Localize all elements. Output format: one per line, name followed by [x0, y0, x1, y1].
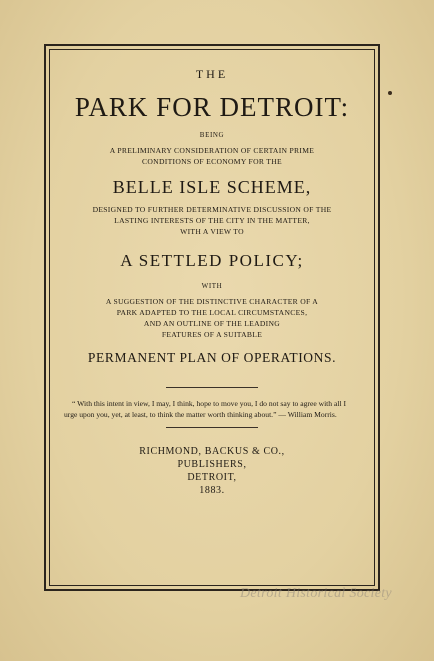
suggestion-line: AND AN OUTLINE OF THE LEADING: [143, 319, 281, 328]
designed-line: DESIGNED TO FURTHER DETERMINATIVE DISCUSSION OF THE: [92, 205, 332, 214]
suggestion-line: PARK ADAPTED TO THE LOCAL CIRCUMSTANCES,: [116, 308, 308, 317]
designed-block: [52, 204, 372, 237]
main-title: PARK FOR DETROIT:: [74, 92, 350, 122]
divider-rule: [166, 427, 258, 428]
publisher-block: [52, 445, 372, 497]
settled-policy-heading: A SETTLED POLICY;: [120, 251, 304, 270]
belle-isle-heading: BELLE ISLE SCHEME,: [112, 177, 312, 197]
with-label: WITH: [201, 282, 223, 290]
publisher-line: RICHMOND, BACKUS & CO.,: [139, 446, 285, 457]
suggestion-block: [52, 296, 372, 340]
publisher-line: PUBLISHERS,: [177, 459, 247, 470]
subtitle-line: CONDITIONS OF ECONOMY FOR THE: [142, 157, 282, 166]
paper-blemish: [388, 91, 392, 95]
designed-line: WITH A VIEW TO: [180, 227, 244, 236]
publisher-year: 1883.: [199, 485, 225, 496]
watermark: Detroit Historical Society: [240, 586, 392, 601]
title-page-content: [52, 52, 372, 497]
publisher-line: DETROIT,: [187, 472, 237, 483]
divider-rule: [166, 387, 258, 388]
suggestion-line: A SUGGESTION OF THE DISTINCTIVE CHARACTER OF A: [105, 297, 319, 306]
the-heading: THE: [195, 67, 229, 81]
designed-line: LASTING INTERESTS OF THE CITY IN THE MATTER,: [114, 216, 310, 225]
permanent-plan-heading: PERMANENT PLAN OF OPERATIONS.: [87, 350, 337, 365]
epigraph-quote: “ With this intent in view, I may, I think, hope to move you, I do not say to agree with all I urge upon you, yet, at least, to think the matter worth thinking about.” — William Morris.: [64, 399, 347, 419]
suggestion-line: FEATURES OF A SUITABLE: [161, 330, 263, 339]
being-label: BEING: [199, 131, 225, 139]
subtitle-line: A PRELIMINARY CONSIDERATION OF CERTAIN PRIME: [109, 146, 315, 155]
subtitle-block: [52, 145, 372, 167]
